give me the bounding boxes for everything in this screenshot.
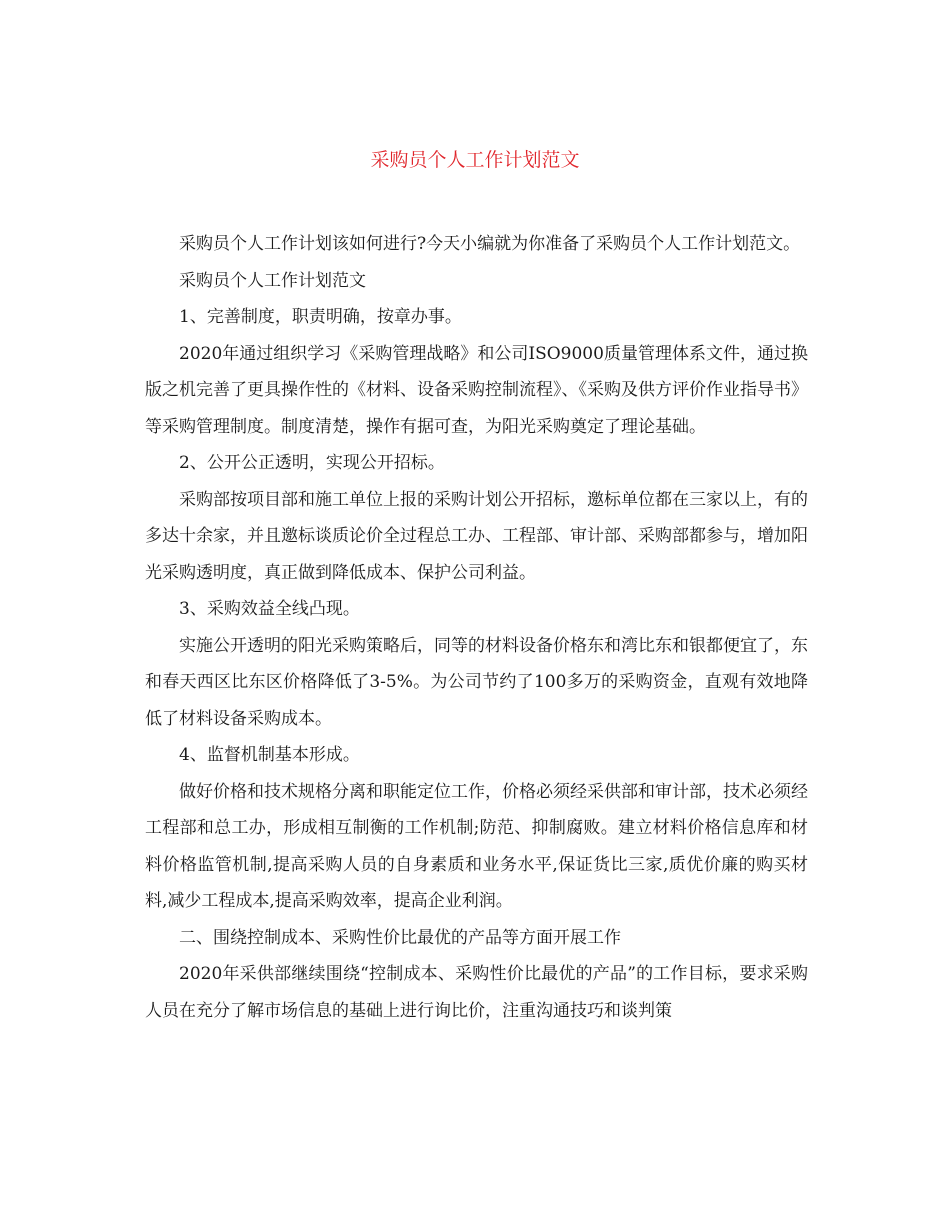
document-body xyxy=(145,226,808,1029)
intro-paragraph: 采购员个人工作计划该如何进行?今天小编就为你准备了采购员个人工作计划范文。 xyxy=(179,234,801,254)
item-heading-1: 1、完善制度，职责明确，按章办事。 xyxy=(179,307,462,327)
body-paragraph: 2020年采供部继续围绕“控制成本、采购性价比最优的产品”的工作目标，要求采购人员在充分了解市场信息的基础上进行询比价，注重沟通技巧和谈判策 xyxy=(145,964,808,1021)
item-heading-4: 4、监督机制基本形成。 xyxy=(179,745,360,765)
body-paragraph: 实施公开透明的阳光采购策略后，同等的材料设备价格东和湾比东和银都便宜了，东和春天西区比东区价格降低了3-5%。为公司节约了100多万的采购资金，直观有效地降低了材料设备采购成本。 xyxy=(145,635,808,729)
body-paragraph: 做好价格和技术规格分离和职能定位工作，价格必须经采供部和审计部，技术必须经工程部和总工办，形成相互制衡的工作机制;防范、抑制腐败。建立材料价格信息库和材料价格监管机制,提高采购人员的自身素质和业务水平,保证货比三家,质优价廉的购买材料,减少工程成本,提高采购效率，提高企业利润。 xyxy=(145,781,808,911)
body-paragraph: 采购部按项目部和施工单位上报的采购计划公开招标，邀标单位都在三家以上，有的多达十余家，并且邀标谈质论价全过程总工办、工程部、审计部、采购部都参与，增加阳光采购透明度，真正做到降低成本、保护公司利益。 xyxy=(145,489,808,583)
document-title: 采购员个人工作计划范文 xyxy=(370,149,580,171)
section-heading-2: 二、围绕控制成本、采购性价比最优的产品等方面开展工作 xyxy=(179,927,621,948)
section-heading: 采购员个人工作计划范文 xyxy=(179,270,366,291)
item-heading-2: 2、公开公正透明，实现公开招标。 xyxy=(179,453,445,473)
item-heading-3: 3、采购效益全线凸现。 xyxy=(179,599,360,619)
body-paragraph: 2020年通过组织学习《采购管理战略》和公司ISO9000质量管理体系文件，通过换版之机完善了更具操作性的《材料、设备采购控制流程》、《采购及供方评价作业指导书》等采购管理制度。制度清楚，操作有据可查，为阳光采购奠定了理论基础。 xyxy=(145,343,808,437)
